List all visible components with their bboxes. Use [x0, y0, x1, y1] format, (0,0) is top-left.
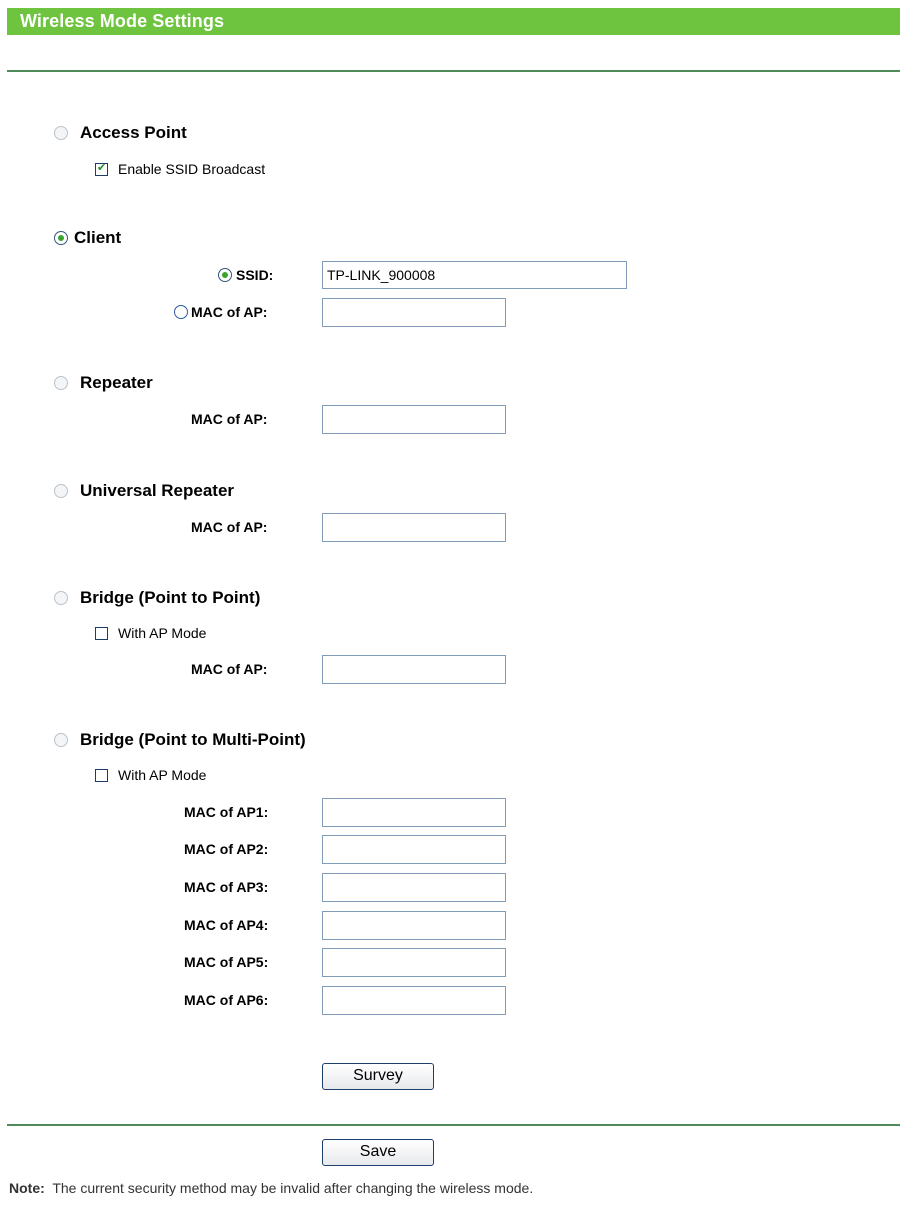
footer-divider — [7, 1124, 900, 1126]
input-bridge-p2mp-mac2[interactable] — [322, 835, 506, 864]
label-client-mac: MAC of AP: — [191, 304, 268, 320]
mode-label-access-point: Access Point — [80, 123, 187, 142]
radio-client-mac[interactable] — [174, 305, 188, 319]
radio-bridge-p2mp[interactable] — [54, 733, 68, 747]
label-client-ssid: SSID: — [236, 267, 274, 283]
mode-label-bridge-p2p: Bridge (Point to Point) — [80, 588, 261, 607]
input-bridge-p2p-mac[interactable] — [322, 655, 506, 684]
label-bridge-p2mp-ap-mode: With AP Mode — [118, 767, 207, 783]
radio-repeater[interactable] — [54, 376, 68, 390]
footer-note — [9, 1179, 533, 1197]
mode-label-bridge-p2mp: Bridge (Point to Multi-Point) — [80, 730, 306, 749]
label-repeater-mac: MAC of AP: — [191, 411, 268, 427]
mode-label-repeater: Repeater — [80, 373, 153, 392]
input-bridge-p2mp-mac5[interactable] — [322, 948, 506, 977]
label-bridge-p2p-ap-mode: With AP Mode — [118, 625, 207, 641]
label-enable-ssid-broadcast: Enable SSID Broadcast — [118, 161, 266, 177]
header-divider — [7, 70, 900, 72]
input-bridge-p2mp-mac4[interactable] — [322, 911, 506, 940]
input-bridge-p2mp-mac1[interactable] — [322, 798, 506, 827]
label-universal-repeater-mac: MAC of AP: — [191, 519, 268, 535]
input-universal-repeater-mac[interactable] — [322, 513, 506, 542]
page-title: Wireless Mode Settings — [20, 11, 225, 31]
survey-button[interactable]: Survey — [322, 1063, 434, 1090]
input-client-mac[interactable] — [322, 298, 506, 327]
label-bridge-p2mp-mac2: MAC of AP2: — [184, 841, 269, 857]
label-bridge-p2mp-mac3: MAC of AP3: — [184, 879, 269, 895]
label-bridge-p2mp-mac4: MAC of AP4: — [184, 917, 269, 933]
label-bridge-p2mp-mac6: MAC of AP6: — [184, 992, 269, 1008]
note-prefix: Note: — [9, 1180, 45, 1196]
radio-access-point[interactable] — [54, 126, 68, 140]
mode-label-client: Client — [74, 228, 122, 247]
note-text: The current security method may be invalid after changing the wireless mode. — [52, 1180, 534, 1196]
radio-universal-repeater[interactable] — [54, 484, 68, 498]
input-client-ssid[interactable]: TP-LINK_900008 — [322, 261, 627, 289]
mode-label-universal-repeater: Universal Repeater — [80, 481, 235, 500]
label-bridge-p2p-mac: MAC of AP: — [191, 661, 268, 677]
radio-client-ssid[interactable] — [218, 268, 232, 282]
input-bridge-p2mp-mac6[interactable] — [322, 986, 506, 1015]
checkbox-bridge-p2mp-ap-mode[interactable] — [95, 769, 108, 782]
input-repeater-mac[interactable] — [322, 405, 506, 434]
radio-bridge-p2p[interactable] — [54, 591, 68, 605]
save-button[interactable]: Save — [322, 1139, 434, 1166]
label-bridge-p2mp-mac5: MAC of AP5: — [184, 954, 269, 970]
checkbox-enable-ssid-broadcast[interactable] — [95, 163, 108, 176]
input-bridge-p2mp-mac3[interactable] — [322, 873, 506, 902]
label-bridge-p2mp-mac1: MAC of AP1: — [184, 804, 269, 820]
checkbox-bridge-p2p-ap-mode[interactable] — [95, 627, 108, 640]
radio-client[interactable] — [54, 231, 68, 245]
